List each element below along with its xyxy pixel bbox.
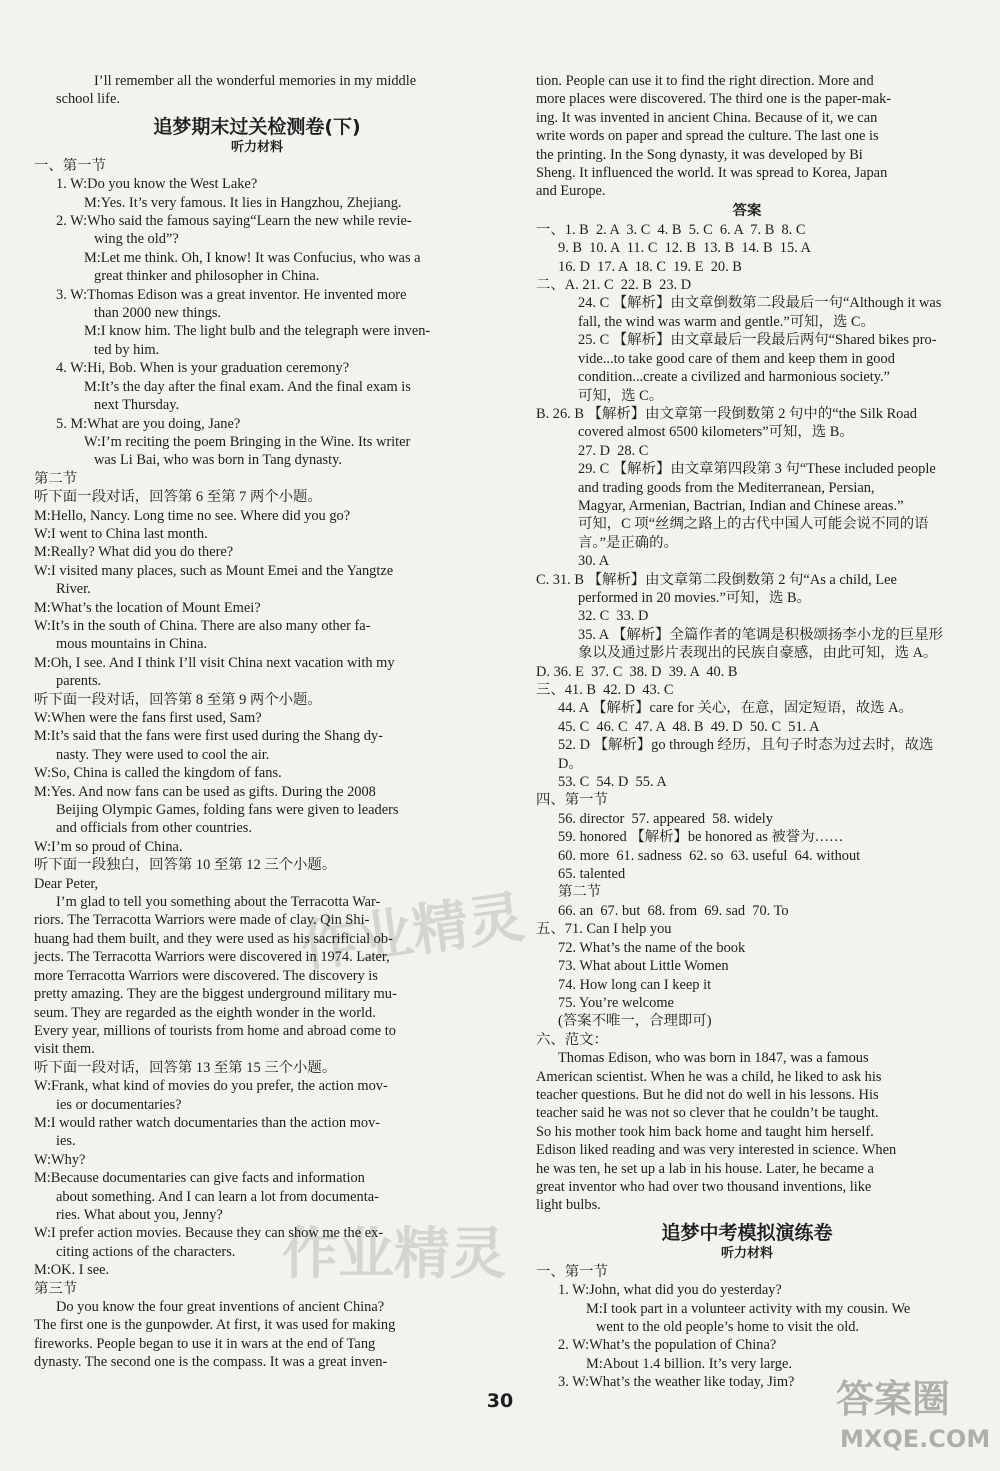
text-line: was Li Bai, who was born in Tang dynasty. xyxy=(94,452,342,469)
text-line: 65. talented xyxy=(558,866,626,883)
text-line: M:OK. I see. xyxy=(34,1262,110,1279)
text-line: and officials from other countries. xyxy=(56,820,252,837)
text-line: M:Yes. And now fans can be used as gifts. During the 2008 xyxy=(34,783,376,800)
text-line: teacher said he was not so clever that he couldn’t be taught. xyxy=(536,1105,879,1122)
text-line: light bulbs. xyxy=(536,1197,601,1214)
text-line: W:I visited many places, such as Mount Emei and the Yangtze xyxy=(34,562,394,579)
text-line: went to the old people’s home to visit the old. xyxy=(596,1319,859,1335)
text-line: ted by him. xyxy=(94,341,160,358)
text-line: 第二节 xyxy=(558,884,602,901)
text-line: 听下面一段对话，回答第 13 至第 15 三个小题。 xyxy=(34,1059,337,1076)
answer-key xyxy=(536,221,958,1215)
answers-heading: 答案 xyxy=(732,202,762,219)
text-line: 32. C 33. D xyxy=(578,608,649,625)
text-line: M:Yes. It’s very famous. It lies in Hangzhou, Zhejiang. xyxy=(84,194,402,211)
text-line: 16. D 17. A 18. C 19. E 20. B xyxy=(558,258,742,275)
text-line: 听下面一段对话，回答第 6 至第 7 两个小题。 xyxy=(34,489,322,506)
text-line: mous mountains in China. xyxy=(56,636,208,653)
right-column xyxy=(536,72,958,1392)
listening-transcript xyxy=(34,157,480,1372)
text-line: 言。”是正确的。 xyxy=(578,534,678,551)
text-line: huang had them built, and they were used as his sacrificial ob- xyxy=(34,930,393,947)
text-line: Magyar, Armenian, Bactrian, Indian and Chinese areas.” xyxy=(578,497,904,514)
text-line: jects. The Terracotta Warriors were discovered in 1974. Later, xyxy=(34,949,390,966)
text-line: 1. W:John, what did you do yesterday? xyxy=(558,1282,782,1299)
text-line: W:So, China is called the kingdom of fans. xyxy=(34,765,282,782)
text-line: 59. honored 【解析】be honored as 被誉为…… xyxy=(558,829,844,846)
listening-material-heading: 听力材料 xyxy=(230,139,283,155)
text-line: about something. And I can learn a lot from documenta- xyxy=(56,1188,379,1205)
text-line: school life. xyxy=(56,91,120,108)
text-line: 30. A xyxy=(578,553,610,570)
text-line: M:Hello, Nancy. Long time no see. Where did you go? xyxy=(34,507,351,524)
text-line: performed in 20 movies.”可知，选 B。 xyxy=(578,589,812,606)
watermark: 作业精灵 xyxy=(297,884,529,981)
text-line: 72. What’s the name of the book xyxy=(558,939,746,956)
left-column xyxy=(34,72,480,1372)
text-line: Beijing Olympic Games, folding fans were given to leaders xyxy=(56,802,399,819)
page-number: 30 xyxy=(486,1390,514,1412)
text-line: wing the old”? xyxy=(94,231,179,248)
text-line: W:I went to China last month. xyxy=(34,525,208,542)
text-line: ries. What about you, Jenny? xyxy=(56,1206,223,1223)
text-line: 66. an 67. but 68. from 69. sad 70. To xyxy=(558,902,789,919)
text-line: 35. A 【解析】全篇作者的笔调是积极颂扬李小龙的巨星形 xyxy=(578,626,943,643)
text-line: C. 31. B 【解析】由文章第二段倒数第 2 句“As a child, Lee xyxy=(536,571,897,588)
text-line: great thinker and philosopher in China. xyxy=(94,268,320,285)
text-line: 一、第一节 xyxy=(34,157,106,174)
text-line: 三、41. B 42. D 43. C xyxy=(536,682,674,698)
watermark-url: MXQE.COM xyxy=(840,1425,991,1453)
text-line: M:Because documentaries can give facts and information xyxy=(34,1170,365,1187)
text-line: M:It’s the day after the final exam. And the final exam is xyxy=(84,378,411,395)
text-line: 24. C 【解析】由文章倒数第二段最后一句“Although it was xyxy=(578,295,942,312)
text-line: 5. M:What are you doing, Jane? xyxy=(56,415,241,432)
text-line: Every year, millions of tourists from home and abroad come to xyxy=(34,1022,396,1039)
text-line: 听下面一段独白，回答第 10 至第 12 三个小题。 xyxy=(34,857,337,874)
text-line: 44. A 【解析】care for 关心，在意，固定短语，故选 A。 xyxy=(558,700,913,717)
text-line: tion. People can use it to find the right direction. More and xyxy=(536,73,874,89)
text-line: 一、1. B 2. A 3. C 4. B 5. C 6. A 7. B 8. C xyxy=(536,221,806,238)
text-line: riors. The Terracotta Warriors were made of clay. Qin Shi- xyxy=(34,912,370,929)
text-line: fall, the wind was warm and gentle.”可知，选 C。 xyxy=(578,313,875,330)
text-line: 可知，选 C。 xyxy=(578,387,664,404)
text-line: 74. How long can I keep it xyxy=(558,976,712,993)
text-line: the printing. In the Song dynasty, it was developed by Bi xyxy=(536,146,863,163)
text-line: M:Let me think. Oh, I know! It was Confucius, who was a xyxy=(84,249,421,266)
text-line: 29. C 【解析】由文章第四段第 3 句“These included people xyxy=(578,461,936,478)
text-line: vide...to take good care of them and keep them in good xyxy=(578,350,895,367)
text-line: 60. more 61. sadness 62. so 63. useful 64. without xyxy=(558,847,861,864)
text-line: Dear Peter, xyxy=(34,875,99,892)
right-top-block xyxy=(536,72,958,201)
text-line: fireworks. People began to use it in wars at the end of Tang xyxy=(34,1335,376,1352)
text-line: I’ll remember all the wonderful memories in my middle xyxy=(94,73,417,89)
text-line: Do you know the four great inventions of ancient China? xyxy=(56,1299,385,1315)
text-line: 第三节 xyxy=(34,1280,78,1297)
text-line: 二、A. 21. C 22. B 23. D xyxy=(536,277,692,294)
text-line: 9. B 10. A 11. C 12. B 13. B 14. B 15. A xyxy=(558,240,811,257)
text-line: Thomas Edison, who was born in 1847, was a famous xyxy=(558,1050,869,1067)
text-line: more places were discovered. The third one is the paper-mak- xyxy=(536,91,892,108)
text-line: ies. xyxy=(56,1133,76,1150)
text-line: visit them. xyxy=(34,1041,95,1058)
text-line: and trading goods from the Mediterranean, Persian, xyxy=(578,479,875,496)
text-line: 五、71. Can I help you xyxy=(536,921,672,938)
text-line: 53. C 54. D 55. A xyxy=(558,774,667,791)
text-line: M:I know him. The light bulb and the telegraph were inven- xyxy=(84,323,431,340)
watermark: 作业精灵 xyxy=(282,1222,506,1287)
text-line: (答案不唯一，合理即可) xyxy=(558,1013,712,1030)
text-line: than 2000 new things. xyxy=(94,305,222,322)
text-line: write words on paper and spread the culture. The last one is xyxy=(536,128,879,145)
text-line: I’m glad to tell you something about the Terracotta War- xyxy=(56,894,381,911)
text-line: River. xyxy=(56,581,91,598)
text-line: 73. What about Little Women xyxy=(558,958,729,975)
text-line: 3. W:What’s the weather like today, Jim? xyxy=(558,1374,795,1391)
text-line: more Terracotta Warriors were discovered. The discovery is xyxy=(34,967,378,984)
text-line: The first one is the gunpowder. At first, it was used for making xyxy=(34,1317,396,1334)
text-line: 2. W:What’s the population of China? xyxy=(558,1337,777,1354)
text-line: dynasty. The second one is the compass. It was a great inven- xyxy=(34,1354,388,1371)
text-line: citing actions of the characters. xyxy=(56,1243,236,1260)
text-line: 一、第一节 xyxy=(536,1263,608,1280)
text-line: M:Really? What did you do there? xyxy=(34,544,234,561)
text-line: 52. D 【解析】go through 经历，且句子时态为过去时，故选 D。 xyxy=(558,737,937,772)
text-line: M:It’s said that the fans were first used during the Shang dy- xyxy=(34,728,383,745)
watermark-logo: 答案圈 xyxy=(836,1377,951,1421)
text-line: 56. director 57. appeared 58. widely xyxy=(558,810,773,827)
text-line: condition...create a civilized and harmonious society.” xyxy=(578,369,890,386)
text-line: M:What’s the location of Mount Emei? xyxy=(34,599,261,616)
text-line: next Thursday. xyxy=(94,397,180,414)
text-line: W:Frank, what kind of movies do you prefer, the action mov- xyxy=(34,1078,388,1095)
text-line: he was ten, he set up a lab in his house. Later, he became a xyxy=(536,1160,874,1177)
text-line: Sheng. It influenced the world. It was spread to Korea, Japan xyxy=(536,165,888,182)
text-line: 2. W:Who said the famous saying“Learn the new while revie- xyxy=(56,213,412,230)
text-line: D. 36. E 37. C 38. D 39. A 40. B xyxy=(536,663,738,680)
text-line: 25. C 【解析】由文章最后一段最后两句“Shared bikes pro- xyxy=(578,332,937,349)
text-line: Edison liked reading and was very interested in science. When xyxy=(536,1142,897,1159)
text-line: W:I’m so proud of China. xyxy=(34,838,183,855)
text-line: great inventor who had over two thousand inventions, like xyxy=(536,1178,872,1195)
text-line: W:Why? xyxy=(34,1151,86,1168)
text-line: nasty. They were used to cool the air. xyxy=(56,746,270,763)
text-line: covered almost 6500 kilometers”可知，选 B。 xyxy=(578,424,854,441)
text-line: 3. W:Thomas Edison was a great inventor. He invented more xyxy=(56,286,407,303)
text-line: 4. W:Hi, Bob. When is your graduation ceremony? xyxy=(56,360,350,377)
text-line: W:I’m reciting the poem Bringing in the Wine. Its writer xyxy=(84,433,411,450)
text-line: W:When were the fans first used, Sam? xyxy=(34,710,262,726)
text-line: 45. C 46. C 47. A 48. B 49. D 50. C 51. A xyxy=(558,718,820,735)
text-line: and Europe. xyxy=(536,183,606,200)
left-top-block xyxy=(34,72,480,109)
text-line: M:About 1.4 billion. It’s very large. xyxy=(586,1355,792,1372)
text-line: 第二节 xyxy=(34,470,78,487)
text-line: M:I took part in a volunteer activity with my cousin. We xyxy=(586,1300,911,1317)
text-line: 象以及通过影片表现出的民族自豪感，由此可知，选 A。 xyxy=(578,645,938,662)
exam-title-mock: 追梦中考模拟演练卷 xyxy=(661,1221,833,1244)
text-line: 75. You’re welcome xyxy=(558,994,674,1011)
text-line: 听下面一段对话，回答第 8 至第 9 两个小题。 xyxy=(34,691,322,708)
text-line: ies or documentaries? xyxy=(56,1096,182,1113)
text-line: B. 26. B 【解析】由文章第一段倒数第 2 句中的“the Silk Road xyxy=(536,405,917,422)
text-line: seum. They are regarded as the eighth wonder in the world. xyxy=(34,1004,376,1021)
listening-material-heading-2: 听力材料 xyxy=(720,1245,773,1261)
text-line: 四、第一节 xyxy=(536,792,608,809)
text-line: M:I would rather watch documentaries than the action mov- xyxy=(34,1114,381,1131)
text-line: So his mother took him back home and taught him herself. xyxy=(536,1123,874,1140)
text-line: 可知，C 项“丝绸之路上的古代中国人可能会说不同的语 xyxy=(578,516,929,533)
text-line: 1. W:Do you know the West Lake? xyxy=(56,176,258,193)
exam-title-final: 追梦期末过关检测卷(下) xyxy=(153,115,361,138)
text-line: parents. xyxy=(56,673,102,690)
text-line: pretty amazing. They are the biggest underground military mu- xyxy=(34,986,397,1003)
text-line: 27. D 28. C xyxy=(578,442,649,459)
text-line: ing. It was invented in ancient China. Because of it, we can xyxy=(536,109,878,126)
text-line: 六、范文： xyxy=(536,1031,608,1048)
text-line: teacher questions. But he did not do well in his lessons. His xyxy=(536,1086,879,1103)
text-line: M:Oh, I see. And I think I’ll visit China next vacation with my xyxy=(34,654,395,671)
text-line: W:I prefer action movies. Because they can show me the ex- xyxy=(34,1225,384,1242)
text-line: W:It’s in the south of China. There are also many other fa- xyxy=(34,617,371,634)
text-line: American scientist. When he was a child, he liked to ask his xyxy=(536,1068,882,1085)
